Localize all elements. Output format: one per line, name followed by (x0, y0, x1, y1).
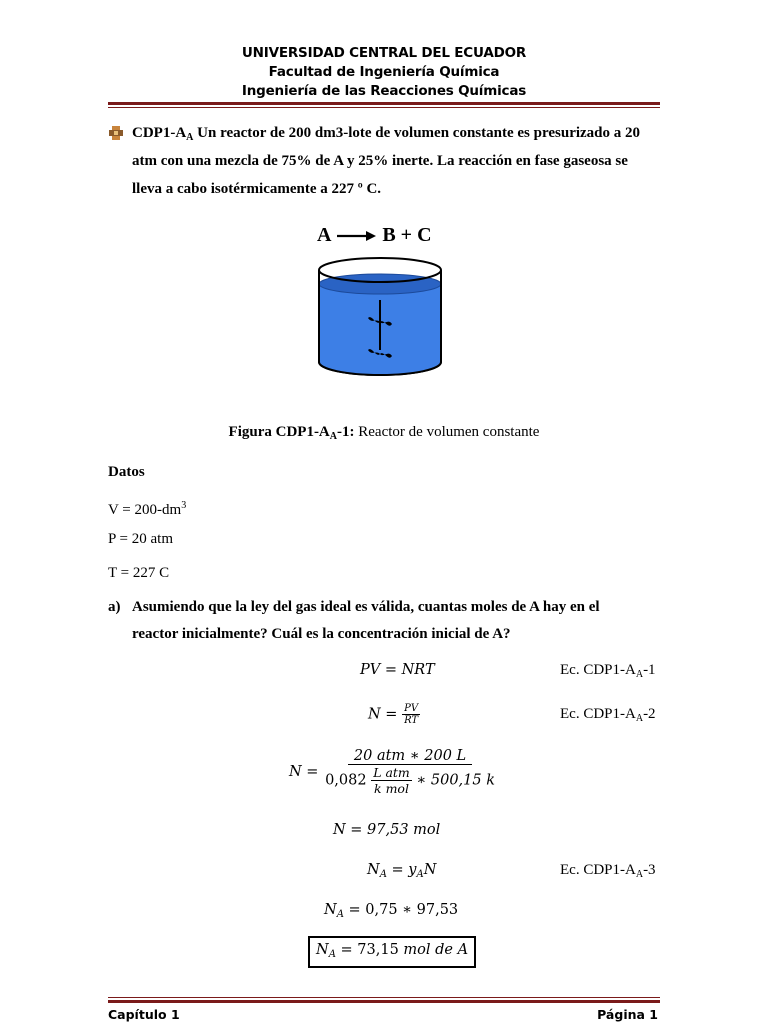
problem-line-3: lleva a cabo isotérmicamente a 227 º C. (132, 181, 382, 197)
equation-n-result: N = 97,53 mol (333, 822, 441, 838)
reaction-lhs: A (317, 224, 331, 246)
header-course: Ingeniería de las Reacciones Químicas (241, 83, 527, 99)
equation-na-substitution: $N_A = 0,75$ ∗ 97,53 (324, 902, 459, 920)
question-a-line-1: Asumiendo que la ley del gas ideal es válida, cuantas moles de A hay en el (132, 599, 600, 615)
problem-text-1: Un reactor de 200 dm3-lote de volumen constante es presurizado a 20 (197, 125, 641, 141)
question-a-line-2: reactor inicialmente? Cuál es la concentración inicial de A? (132, 626, 511, 642)
footer-rule-thick (108, 1000, 660, 1003)
footer-chapter: Capítulo 1 (108, 1007, 180, 1022)
equation-na-result-boxed: $N_A = 73,15$ mol de A (308, 936, 476, 968)
equation-label-2: Ec. $CDP1-A_A-2$ (560, 706, 656, 724)
equation-label-3: Ec. $CDP1-A_A-3$ (560, 862, 656, 880)
datos-temperature: T = 227 C (108, 565, 170, 581)
datos-volume: $V = 200-dm^3$ (108, 500, 187, 518)
equation-na-ya-n: $N_A = y_AN$ (367, 862, 437, 880)
footer-rule-thin (108, 997, 660, 998)
header-university: UNIVERSIDAD CENTRAL DEL ECUADOR (241, 45, 527, 61)
problem-line-2: atm con una mezcla de 75% de A y 25% inerte. La reacción en fase gaseosa se (132, 153, 628, 169)
footer-page-number: Página 1 (597, 1007, 658, 1022)
equation-label-1: Ec. $CDP1-A_A-1$ (560, 662, 656, 680)
equation-n-substitution: N = 20 atm ∗ 200 L 0,082 $\frac{\text{L atm}}{\text{k mol}}$ ∗ 500,15 k (289, 748, 496, 796)
header-rule-thick (108, 102, 660, 105)
header-faculty: Facultad de Ingeniería Química (268, 64, 500, 80)
figure-caption (0, 424, 768, 442)
figure-caption-text: Reactor de volumen constante (354, 424, 540, 440)
question-a-label: a) (108, 599, 121, 615)
datos-title: Datos (108, 464, 145, 480)
problem-id: $CDP1-A_A$ (132, 125, 194, 143)
bullet-icon (108, 125, 124, 146)
reaction-equation (317, 224, 432, 248)
reaction-rhs: B + C (382, 224, 432, 246)
reactor-illustration (314, 252, 446, 380)
header-rule-thin (108, 107, 660, 108)
datos-pressure: P = 20 atm (108, 531, 173, 547)
equation-ideal-gas: PV = NRT (360, 662, 435, 678)
reaction-arrow-icon (335, 225, 377, 248)
figure-caption-label: Figura $CDP1-A_A-1$: (228, 424, 355, 442)
equation-n-pv-rt: N = $\frac{PV}{RT}$ (368, 703, 419, 726)
